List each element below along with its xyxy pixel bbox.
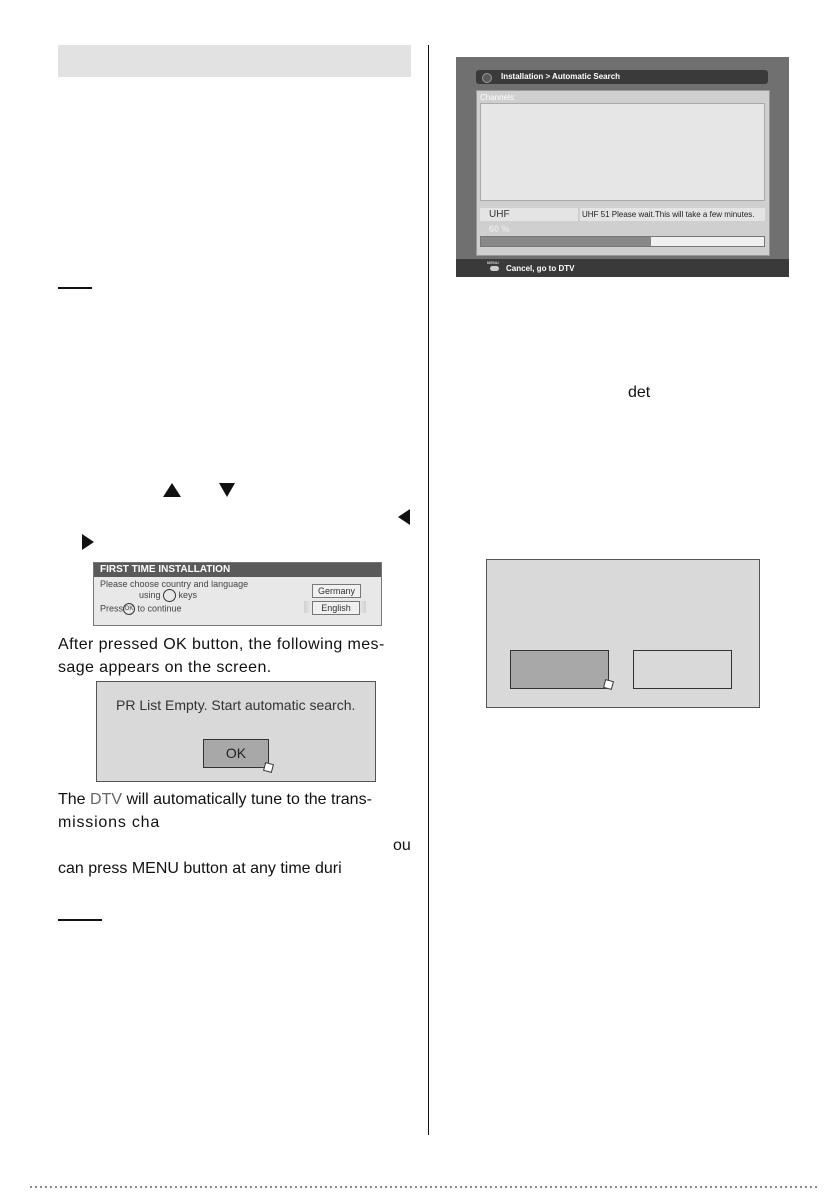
instruction-line-3: [100, 603, 182, 615]
dtv-line-1-prefix: The: [58, 791, 91, 808]
first-time-installation-panel: [93, 562, 382, 626]
ok-button[interactable]: OK: [203, 739, 269, 768]
dtv-highlight: DTV: [90, 791, 123, 808]
dtv-line-3: ou: [393, 837, 411, 854]
progress-fill: [481, 237, 651, 246]
menu-key-label: MENU: [487, 260, 499, 265]
dialog-message: PR List Empty. Start automatic search.: [116, 697, 356, 713]
ok-key-icon: OK: [123, 603, 135, 615]
language-select[interactable]: English: [312, 601, 360, 615]
dialog-button-no[interactable]: [633, 650, 732, 689]
up-arrow-icon: [163, 483, 181, 497]
pr-list-empty-dialog: [96, 681, 376, 782]
channels-label: Channels:: [480, 93, 517, 102]
dtv-line-2: missions cha: [58, 814, 161, 831]
channels-list: [480, 103, 765, 201]
progress-percent: 60 %: [489, 224, 510, 234]
section-heading-bar: [58, 45, 411, 77]
channels-panel: [476, 90, 770, 256]
dialog-button-yes[interactable]: [510, 650, 609, 689]
left-arrow-icon: [398, 509, 410, 525]
instruction-line-1: Please choose country and language: [100, 579, 249, 589]
down-arrow-icon: [219, 483, 235, 497]
after-ok-line-2: sage appears on the screen.: [58, 659, 272, 676]
confirm-dialog: [486, 559, 760, 708]
band-label: UHF: [480, 208, 578, 221]
page-footer-rule: [30, 1186, 820, 1188]
panel-title: FIRST TIME INSTALLATION: [94, 563, 381, 577]
dtv-line-1-suffix: will automatically tune to the trans-: [122, 791, 372, 808]
menu-key-icon: [490, 266, 499, 271]
column-divider: [428, 45, 429, 1135]
cursor-icon: [263, 762, 274, 773]
cancel-hint[interactable]: Cancel, go to DTV: [506, 264, 575, 273]
search-status: UHF 51 Please wait.This will take a few minutes.: [580, 208, 765, 221]
note-underline-2: [58, 919, 102, 921]
instruction-using: using: [139, 589, 161, 600]
navigation-keys-icon: [163, 589, 176, 602]
breadcrumb: Installation > Automatic Search: [501, 72, 621, 81]
instruction-press: Press: [100, 603, 124, 614]
dtv-line-1: [58, 788, 372, 811]
header-dot-icon: [482, 73, 492, 83]
after-ok-line-1: After pressed OK button, the following mes-: [58, 636, 385, 653]
country-select[interactable]: Germany: [312, 584, 361, 598]
cursor-icon-2: [603, 679, 614, 690]
progress-bar: [480, 236, 765, 247]
screen-header: [476, 70, 768, 84]
instruction-line-2: [139, 589, 197, 602]
automatic-search-screen: [456, 57, 789, 277]
right-arrow-icon: [82, 534, 94, 550]
right-text-fragment: det: [628, 384, 651, 401]
screen-footer: [456, 259, 789, 277]
instruction-keys: keys: [178, 589, 198, 600]
dtv-line-4: can press MENU button at any time duri: [58, 860, 342, 877]
note-underline: [58, 287, 92, 289]
instruction-continue: to continue: [137, 603, 182, 614]
